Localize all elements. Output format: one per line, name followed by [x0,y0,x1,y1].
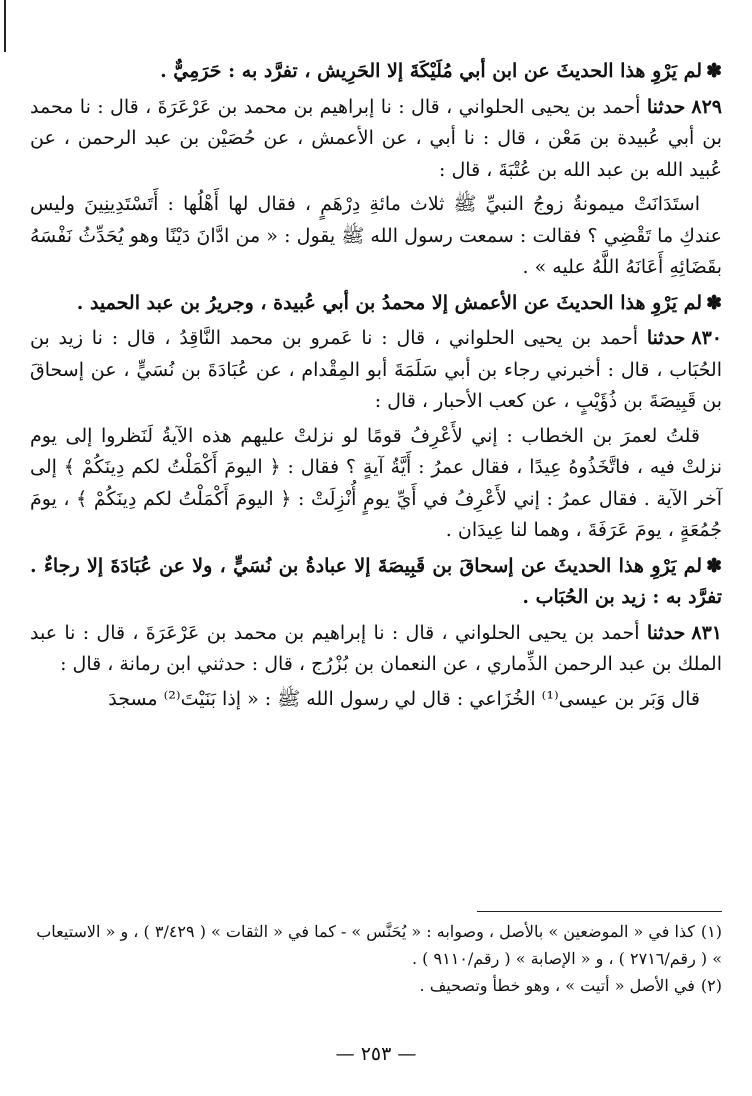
footnote-number: (٢) [700,976,722,995]
isnad-text: أحمد بن يحيى الحلواني ، قال : نا إبراهيم بن محمد بن عَرْعَرَةَ ، قال : نا عبد الملك بن عبد الرحمن الذِّماري ، عن النعمان بن بُزْرُج ، قال : حدثني ابن رمانة ، قال : [30,621,722,675]
isnad-text: أحمد بن يحيى الحلواني ، قال : نا إبراهيم بن محمد بن عَرْعَرَةَ ، قال : نا محمد بن أبي عُبيدة بن مَعْن ، قال : نا أبي ، عن الأعمش ، عن حُصَيْن بن عبد الرحمن ، عن عُبيد الله بن عبد الله بن عُتْبَةَ ، قال : [30,95,722,181]
page-number: — ٢٥٣ — [335,1043,417,1065]
editor-note [30,288,722,320]
margin-rule [4,0,6,52]
isnad-opening: حدثنا [646,327,686,349]
note-text: لم يَرْوِ هذا الحديثَ عن إسحاقَ بن قَبِيصَةَ إلا عبادةُ بن نُسَيٍّ ، ولا عن عُبَادَةَ إلا رجاءٌ . تفرَّد به : زيد بن الحُبَاب . [30,554,722,608]
star-ornament-icon: ✽ [706,554,722,577]
editor-note [30,551,722,614]
isnad-opening: حدثنا [646,621,686,644]
hadith-isnad [30,92,722,187]
footnote-divider [477,911,722,912]
footnote-number: (١) [700,922,722,941]
note-text: لم يَرْوِ هذا الحديثَ عن ابن أبي مُلَيْكَةَ إلا الحَرِيش ، تفرَّد به : حَرَمِيٌّ . [160,60,703,82]
page-body [30,56,722,715]
footnote-text: كذا في « الموضعين » بالأصل ، وصوابه : « يُحَنَّس » - كما في « الثقات » ( ٣/٤٢٩ ) ، و « الاستيعاب » ( رقم/٢٧١٦ ) ، و « الإصابة » ( رقم/٩١١٠ ) . [36,922,722,968]
footnote-text: في الأصل « أتيت » ، وهو خطأ وتصحيف . [419,976,695,995]
hadith-isnad [30,618,722,681]
footnote-item [30,918,722,972]
star-ornament-icon: ✽ [706,60,722,82]
isnad-opening: حدثنا [646,95,686,118]
hadith-number: ٨٣١ [691,621,722,644]
editor-note [30,56,722,88]
hadith-number: ٨٣٠ [691,327,722,349]
footnotes [30,918,722,999]
hadith-matn: قال وَبَر بن عيسى⁽¹⁾ الخُزَاعي : قال لي رسول الله ﷺ : « إذا بَنَيْتَ⁽²⁾ مسجدَ [108,687,700,710]
hadith-matn: قلتُ لعمرَ بن الخطاب : إني لأَعْرِفُ قومًا لو نزلتْ عليهم هذه الآيةُ لَنَظروا إلى يوم نزلتْ فيه ، فاتَّخَذُوهُ عِيدًا ، فقال عمرُ : أَيَّةُ آيةٍ ؟ فقال : ﴿ اليومَ أَكْمَلْتُ لكم دِينَكُمْ ﴾ إلى آخر الآية . فقال عمرُ : إني لأَعْرِفُ في أَيِّ يومٍ أُنْزِلَتْ : ﴿ اليومَ أَكْمَلْتُ لكم دِينَكُمْ ﴾ ، يومَ جُمُعَةٍ ، يومَ عَرَفَةَ ، وهما لنا عِيدَان . [30,424,722,541]
hadith-isnad [30,323,722,418]
hadith-number: ٨٢٩ [691,95,722,118]
footnote-item [30,972,722,999]
note-text: لم يَرْوِ هذا الحديثَ عن الأعمش إلا محمدُ بن أبي عُبيدة ، وجريرُ بن عبد الحميد . [76,291,703,314]
star-ornament-icon: ✽ [706,291,722,314]
hadith-matn: استَدَانَتْ ميمونةُ زوجُ النبيِّ ﷺ ثلاث مائةِ دِرْهَمٍ ، فقال لها أَهْلُها : أَتَسْتَدِينِينَ وليس عندكِ ما تَقْضِي ؟ فقالت : سمعت رسول الله ﷺ يقول : « من ادَّانَ دَيْنًا وهو يُحَدِّثُ نَفْسَهُ بقَضَائِهِ أَعَانَهُ اللَّهُ عليه » . [30,193,722,278]
isnad-text: أحمد بن يحيى الحلواني ، قال : نا عَمرو بن محمد النَّاقِدُ ، قال : نا زيد بن الحُبَاب ، قال : أخبرني رجاء بن أبي سَلَمَةَ أبو المِقْدام ، عن عُبَادَةَ بن نُسَيٍّ ، عن إسحاقَ بن قَبِيصَةَ بن ذُؤَيْبٍ ، عن كعب الأحبار ، قال : [30,327,722,412]
